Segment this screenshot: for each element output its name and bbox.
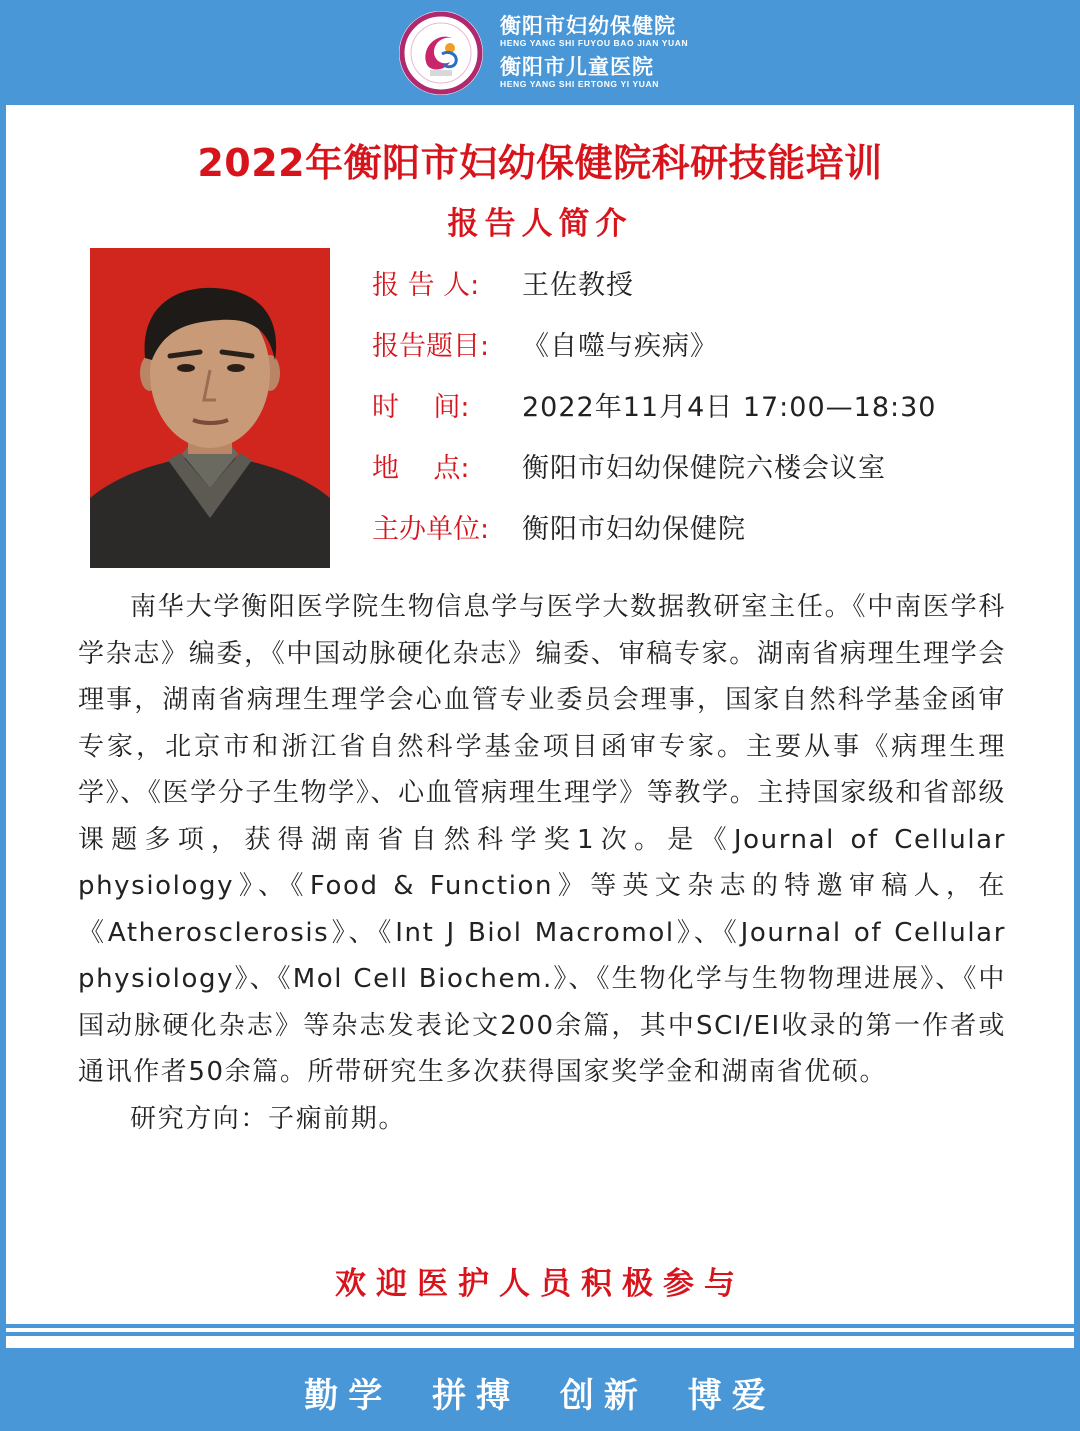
footer-bar	[0, 1348, 1080, 1431]
info-label-organizer: 主办单位:	[372, 514, 490, 545]
info-row-time	[372, 388, 936, 449]
hospital-name-2-pinyin: HENG YANG SHI ERTONG YI YUAN	[500, 79, 659, 89]
info-value-location: 衡阳市妇幼保健院六楼会议室	[522, 453, 886, 484]
info-label-speaker: 报 告 人:	[372, 270, 480, 301]
hospital-name-1: 衡阳市妇幼保健院	[500, 14, 676, 38]
hospital-names	[500, 14, 688, 96]
hospital-name-2: 衡阳市儿童医院	[500, 55, 654, 79]
info-row-topic	[372, 327, 936, 388]
info-label-time: 时 间:	[372, 392, 470, 423]
hospital-name-1-pinyin: HENG YANG SHI FUYOU BAO JIAN YUAN	[500, 38, 689, 48]
welcome-banner: 欢迎医护人员积极参与	[335, 1266, 745, 1302]
info-value-organizer: 衡阳市妇幼保健院	[522, 514, 746, 545]
page-title: 2022年衡阳市妇幼保健院科研技能培训	[197, 141, 883, 185]
footer-motto: 勤学 拼搏 创新 博爱	[304, 1376, 776, 1416]
info-label-location: 地 点:	[372, 453, 470, 484]
footer-stripe	[0, 1332, 1080, 1336]
info-value-speaker: 王佐教授	[522, 270, 634, 301]
info-row-speaker	[372, 266, 936, 327]
speaker-info	[372, 266, 936, 571]
research-direction: 研究方向：子痫前期。	[130, 1103, 407, 1134]
speaker-bio	[78, 584, 1006, 1142]
hospital-logo-icon	[398, 10, 484, 96]
page-subtitle: 报告人简介	[447, 206, 633, 242]
info-label-topic: 报告题目:	[372, 331, 490, 362]
footer-stripe	[0, 1324, 1080, 1328]
info-value-time: 2022年11月4日 17:00—18:30	[522, 392, 937, 423]
info-row-location	[372, 449, 936, 510]
header-bar	[0, 0, 1080, 105]
info-row-organizer	[372, 510, 936, 571]
info-value-topic: 《自噬与疾病》	[522, 331, 718, 362]
bio-paragraph: 南华大学衡阳医学院生物信息学与医学大数据教研室主任。《中南医学科学杂志》编委，《中国动脉硬化杂志》编委、审稿专家。湖南省病理生理学会理事，湖南省病理生理学会心血管专业委员会理事，国家自然科学基金函审专家，北京市和浙江省自然科学基金项目函审专家。主要从事《病理生理学》、《医学分子生物学》、心血管病理生理学》等教学。主持国家级和省部级课题多项，获得湖南省自然科学奖1次。是《Journal of Cellular physiology》、《Food & Function》等英文杂志的特邀审稿人，在《Atherosclerosis》、《Int J Biol Macromol》、《Journal of Cellular physiology》、《Mol Cell Biochem.》、《生物化学与生物物理进展》、《中国动脉硬化杂志》等杂志发表论文200余篇，其中SCI/EI收录的第一作者或通讯作者50余篇。所带研究生多次获得国家奖学金和湖南省优硕。	[78, 592, 1006, 1087]
speaker-photo	[90, 248, 330, 568]
